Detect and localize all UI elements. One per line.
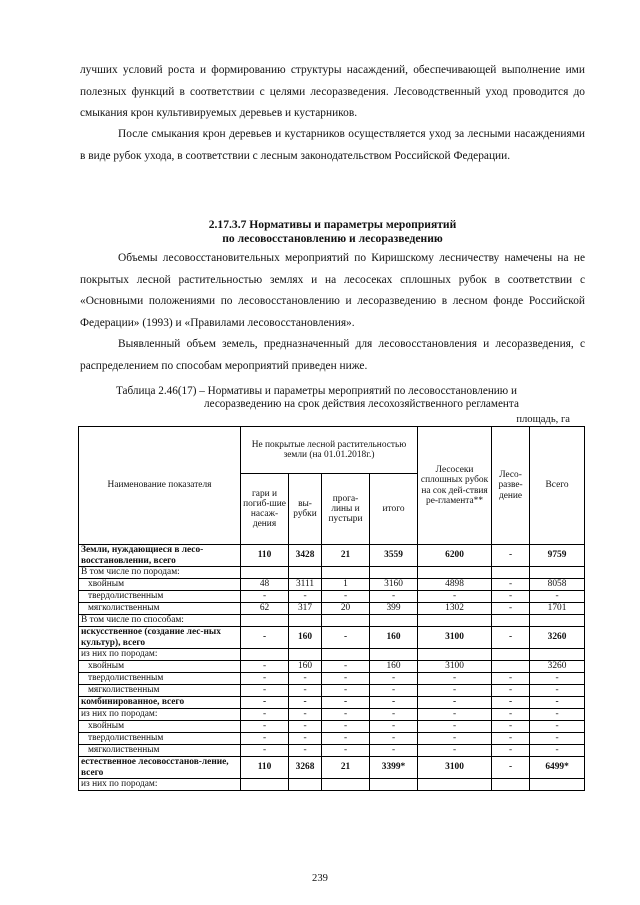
row-value: -: [241, 591, 289, 603]
row-value: 1302: [418, 603, 492, 615]
paragraph-3: Объемы лесовосстановительных мероприятий по Киришскому лесничеству намечены на не покрытых лесной растительностью землях и на лесосеках сплошных рубок в соответствии с «Основными положениями по лесовосстановлению и лесоразведению в лесном фонде Российской Федерации» (1993) и «Правилами лесовосстановления».: [80, 252, 585, 329]
row-value: -: [418, 697, 492, 709]
row-value: 48: [241, 579, 289, 591]
row-value: 3399*: [370, 757, 418, 779]
row-value: 399: [370, 603, 418, 615]
row-value: [241, 779, 289, 791]
table-row: [79, 745, 585, 757]
row-value: 21: [322, 545, 370, 567]
row-value: -: [289, 685, 322, 697]
row-value: -: [530, 745, 585, 757]
row-value: [492, 615, 530, 627]
table-row: [79, 615, 585, 627]
table-row: [79, 685, 585, 697]
header-burnt: гари и погиб-шие насаж-дения: [241, 474, 289, 545]
row-value: [418, 649, 492, 661]
paragraph-2: После смыкания крон деревьев и кустарников осуществляется уход за лесными насаждениями в виде рубок ухода, в соответствии с лесным законодательством Российской Федерации.: [80, 128, 585, 162]
table-body: [79, 545, 585, 791]
paragraph-1: лучших условий роста и формированию структуры насаждений, обеспечивающей выполнение ими полезных функций в соответствии с целями лесоразведения. Лесоводственный уход проводится до смыкания крон культивируемых деревьев и кустарников.: [80, 64, 585, 119]
row-value: -: [418, 591, 492, 603]
row-value: [370, 615, 418, 627]
row-label: из них по породам:: [79, 709, 241, 721]
row-value: 3111: [289, 579, 322, 591]
header-clearings: вы-рубки: [289, 474, 322, 545]
row-value: -: [289, 733, 322, 745]
row-value: 3100: [418, 661, 492, 673]
row-value: -: [241, 709, 289, 721]
row-value: -: [418, 733, 492, 745]
table-row: [79, 661, 585, 673]
table-row: [79, 721, 585, 733]
row-value: [530, 649, 585, 661]
row-value: -: [289, 709, 322, 721]
row-value: -: [530, 721, 585, 733]
row-value: -: [418, 721, 492, 733]
row-value: -: [289, 697, 322, 709]
table-caption-line-1: Таблица 2.46(17) – Нормативы и параметры мероприятий по лесовосстановлению и: [116, 385, 517, 397]
data-table: [78, 426, 585, 791]
row-value: -: [241, 733, 289, 745]
row-value: -: [492, 757, 530, 779]
header-total: итого: [370, 474, 418, 545]
row-value: 21: [322, 757, 370, 779]
row-value: -: [418, 673, 492, 685]
row-value: -: [492, 591, 530, 603]
row-value: -: [322, 661, 370, 673]
row-value: [492, 661, 530, 673]
row-value: 3428: [289, 545, 322, 567]
row-value: -: [241, 685, 289, 697]
row-value: 160: [370, 661, 418, 673]
row-label: естественное лесовосстанов-ление, всего: [79, 757, 241, 779]
row-label: мягколиственным: [79, 685, 241, 697]
row-value: 1701: [530, 603, 585, 615]
row-value: -: [241, 697, 289, 709]
row-value: -: [241, 745, 289, 757]
row-value: [241, 567, 289, 579]
header-cutting-areas: Лесосеки сплошных рубок на сок дей-ствия ре-гламента**: [418, 427, 492, 545]
row-value: [289, 567, 322, 579]
table-row: [79, 567, 585, 579]
row-label: твердолиственным: [79, 733, 241, 745]
row-value: -: [370, 697, 418, 709]
row-value: [530, 567, 585, 579]
table-row: [79, 627, 585, 649]
row-value: [492, 779, 530, 791]
row-value: [241, 649, 289, 661]
row-value: -: [370, 591, 418, 603]
row-value: -: [492, 579, 530, 591]
row-value: -: [241, 673, 289, 685]
row-value: -: [289, 745, 322, 757]
row-value: [322, 615, 370, 627]
row-label: искусственное (создание лес-ных культур), всего: [79, 627, 241, 649]
table-row: [79, 779, 585, 791]
row-value: 3100: [418, 627, 492, 649]
row-value: 160: [370, 627, 418, 649]
row-value: -: [289, 591, 322, 603]
header-glades: прога-лины и пустыри: [322, 474, 370, 545]
row-value: [289, 779, 322, 791]
row-value: 3160: [370, 579, 418, 591]
row-value: -: [370, 745, 418, 757]
row-value: -: [492, 627, 530, 649]
table-row: [79, 709, 585, 721]
table-caption-line-2: лесоразведению на срок действия лесохозяйственного регламента: [204, 398, 519, 410]
row-value: -: [492, 721, 530, 733]
row-value: -: [322, 627, 370, 649]
row-value: 160: [289, 661, 322, 673]
row-value: -: [289, 673, 322, 685]
row-label: хвойным: [79, 721, 241, 733]
row-value: 4898: [418, 579, 492, 591]
row-value: -: [241, 721, 289, 733]
row-value: -: [530, 591, 585, 603]
row-value: -: [241, 627, 289, 649]
section-heading-line-2: по лесовосстановлению и лесоразведению: [222, 231, 443, 245]
row-value: -: [530, 697, 585, 709]
row-value: -: [322, 721, 370, 733]
table-row: [79, 733, 585, 745]
row-value: -: [241, 661, 289, 673]
row-value: -: [289, 721, 322, 733]
row-value: 6499*: [530, 757, 585, 779]
row-value: [530, 615, 585, 627]
row-label: Земли, нуждающиеся в лесо-восстановлении, всего: [79, 545, 241, 567]
row-value: [530, 779, 585, 791]
row-value: -: [322, 733, 370, 745]
row-value: -: [322, 673, 370, 685]
table-row: [79, 579, 585, 591]
row-value: -: [492, 673, 530, 685]
row-label: мягколиственным: [79, 745, 241, 757]
row-value: -: [418, 745, 492, 757]
row-value: -: [370, 685, 418, 697]
row-value: -: [492, 603, 530, 615]
row-value: -: [322, 745, 370, 757]
table-row: [79, 545, 585, 567]
row-value: 3100: [418, 757, 492, 779]
row-label: хвойным: [79, 661, 241, 673]
row-value: [492, 567, 530, 579]
row-value: -: [370, 733, 418, 745]
row-label: хвойным: [79, 579, 241, 591]
row-value: 160: [289, 627, 322, 649]
row-value: 3559: [370, 545, 418, 567]
row-value: 8058: [530, 579, 585, 591]
row-value: -: [322, 685, 370, 697]
row-value: -: [370, 673, 418, 685]
row-value: -: [492, 745, 530, 757]
header-afforestation: Лесо-разве-дение: [492, 427, 530, 545]
row-value: -: [418, 685, 492, 697]
row-value: [289, 649, 322, 661]
row-value: 62: [241, 603, 289, 615]
row-value: 317: [289, 603, 322, 615]
row-label: В том числе по способам:: [79, 615, 241, 627]
row-value: -: [530, 733, 585, 745]
row-value: 6200: [418, 545, 492, 567]
paragraph-4: Выявленный объем земель, предназначенный для лесовосстановления и лесоразведения, с распределением по способам мероприятий приведен ниже.: [80, 338, 585, 372]
row-label: твердолиственным: [79, 591, 241, 603]
row-label: комбинированное, всего: [79, 697, 241, 709]
row-value: -: [370, 709, 418, 721]
section-heading-line-1: 2.17.3.7 Нормативы и параметры мероприятий: [208, 218, 457, 231]
row-value: -: [530, 685, 585, 697]
row-value: [322, 567, 370, 579]
row-value: -: [322, 591, 370, 603]
header-total-all: Всего: [530, 427, 585, 545]
row-value: 3260: [530, 661, 585, 673]
row-value: 110: [241, 757, 289, 779]
row-value: [418, 615, 492, 627]
row-value: 110: [241, 545, 289, 567]
row-value: [241, 615, 289, 627]
row-value: 20: [322, 603, 370, 615]
row-value: 9759: [530, 545, 585, 567]
page-number: 239: [312, 873, 328, 884]
table-caption: [80, 385, 585, 411]
header-name: Наименование показателя: [79, 427, 241, 545]
table-row: [79, 697, 585, 709]
row-value: [492, 649, 530, 661]
table-row: [79, 603, 585, 615]
row-value: [322, 779, 370, 791]
row-value: -: [492, 545, 530, 567]
row-label: В том числе по породам:: [79, 567, 241, 579]
row-value: -: [322, 709, 370, 721]
table-row: [79, 649, 585, 661]
table-row: [79, 673, 585, 685]
row-value: -: [530, 673, 585, 685]
row-value: -: [322, 697, 370, 709]
table-row: [79, 757, 585, 779]
table-row: [79, 591, 585, 603]
row-value: -: [530, 709, 585, 721]
row-label: из них по породам:: [79, 779, 241, 791]
row-value: -: [418, 709, 492, 721]
row-value: [370, 779, 418, 791]
row-value: [418, 567, 492, 579]
row-value: 3268: [289, 757, 322, 779]
row-value: [370, 567, 418, 579]
header-uncovered-lands: Не покрытые лесной растительностью земли (на 01.01.2018г.): [241, 427, 418, 474]
row-value: [289, 615, 322, 627]
row-label: из них по породам:: [79, 649, 241, 661]
row-value: -: [492, 697, 530, 709]
row-value: [418, 779, 492, 791]
row-value: 1: [322, 579, 370, 591]
row-value: -: [492, 685, 530, 697]
row-value: -: [492, 709, 530, 721]
row-value: -: [492, 733, 530, 745]
row-value: 3260: [530, 627, 585, 649]
table-unit-label: площадь, га: [516, 414, 570, 425]
row-value: [370, 649, 418, 661]
row-label: твердолиственным: [79, 673, 241, 685]
row-label: мягколиственным: [79, 603, 241, 615]
row-value: [322, 649, 370, 661]
row-value: -: [370, 721, 418, 733]
section-heading: [80, 218, 585, 245]
